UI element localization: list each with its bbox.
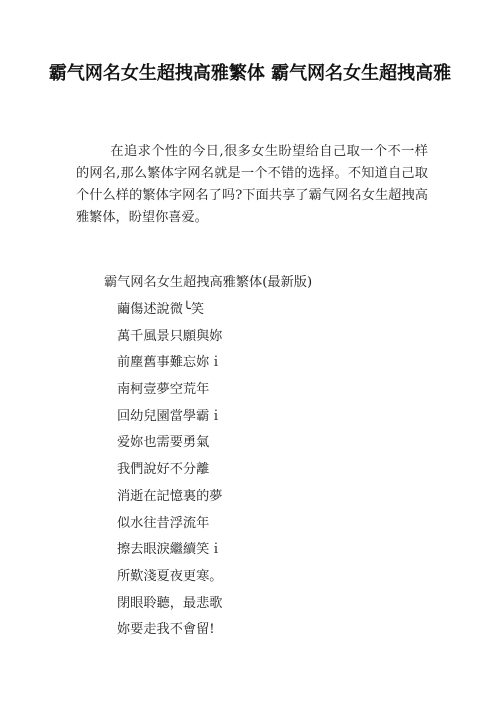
name-item: 萬千風景只願與妳: [117, 328, 223, 344]
name-item: 所歎淺夏夜更寒。: [117, 568, 223, 584]
name-item: 擦去眼淚繼續笑ｉ: [117, 542, 223, 558]
name-list: [117, 297, 223, 644]
name-item: 前塵舊事難忘妳ｉ: [117, 355, 223, 371]
name-item: 爱妳也需要勇氣: [117, 435, 210, 451]
name-item: 似水往昔浮流年: [117, 515, 210, 531]
name-item: 消逝在記憶裏的夢: [117, 488, 223, 504]
name-item: 妳要走我不會留!: [117, 622, 215, 638]
name-item: 我們說好不分離: [117, 462, 210, 478]
list-heading: 霸气网名女生超拽高雅繁体(最新版): [104, 275, 313, 290]
document-title: 霸气网名女生超拽高雅繁体 霸气网名女生超拽高雅: [48, 63, 452, 84]
name-item: 南柯壹夢空荒年: [117, 382, 210, 398]
name-item: 回幼兒園當學霸ｉ: [117, 408, 223, 424]
name-item: 繭傷述說微╰笑: [117, 302, 205, 317]
intro-paragraph: 在追求个性的今日,很多女生盼望给自己取一个不一样的网名,那么繁体字网名就是一个不错的选择。不知道自己取个什么样的繁体字网名了吗?下面共享了霸气网名女生超拽高雅繁体，盼望你喜爱。: [76, 144, 428, 225]
name-item: 閉眼聆聽，最悲歌: [117, 595, 223, 611]
